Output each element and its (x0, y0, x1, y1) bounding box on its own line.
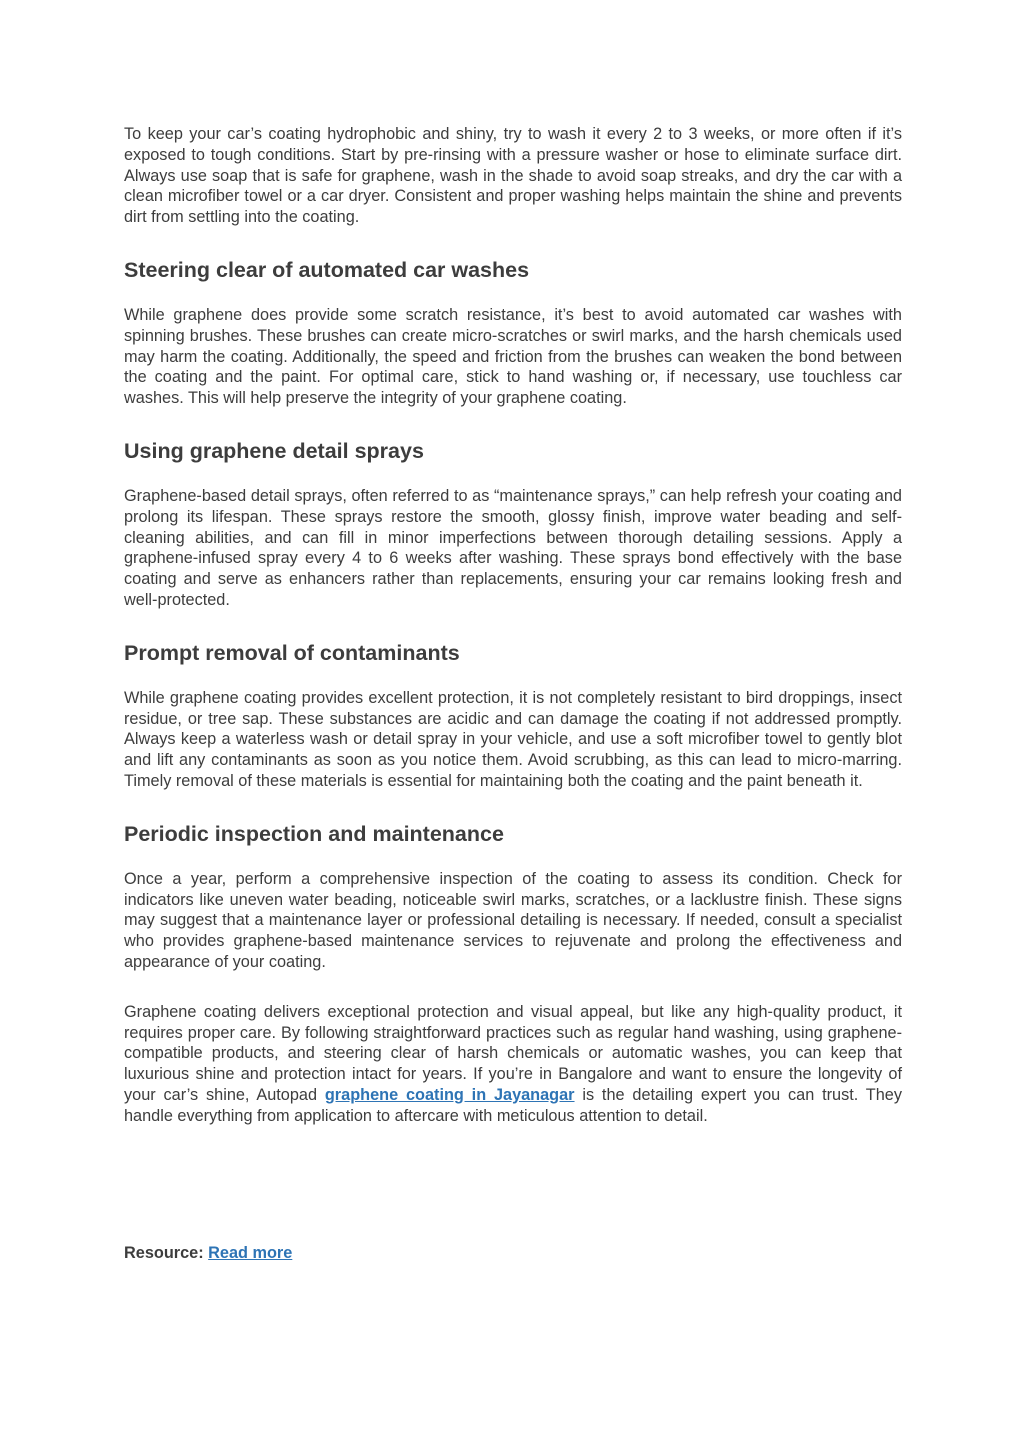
section-heading: Periodic inspection and maintenance (124, 821, 504, 846)
conclusion-text-after: is the detailing expert you can trust. They handle everything from application to aftercare with meticulous attention to detail. (124, 1085, 902, 1125)
resource-line (124, 1243, 292, 1264)
section-paragraph: Once a year, perform a comprehensive inspection of the coating to assess its condition. Check for indicators like uneven water beading, noticeable swirl marks, scratches, or a lacklustre finish. These signs may suggest that a maintenance layer or professional detailing is necessary. If needed, consult a specialist who provides graphene-based maintenance services to rejuvenate and prolong the effectiveness and appearance of your coating. (124, 869, 902, 971)
section-heading: Using graphene detail sprays (124, 438, 424, 463)
conclusion-paragraph (124, 1002, 902, 1127)
section-heading: Steering clear of automated car washes (124, 257, 530, 282)
resource-label: Resource: (124, 1244, 209, 1262)
read-more-link[interactable]: Read more (208, 1244, 293, 1262)
section-paragraph: While graphene does provide some scratch resistance, it’s best to avoid automated car washes with spinning brushes. These brushes can create micro-scratches or swirl marks, and the harsh chemicals used may harm the coating. Additionally, the speed and friction from the brushes can weaken the bond between the coating and the paint. For optimal care, stick to hand washing or, if necessary, use touchless car washes. This will help preserve the integrity of your graphene coating. (124, 305, 902, 408)
conclusion-text-before: Graphene coating delivers exceptional protection and visual appeal, but like any high-quality product, it requires proper care. By following straightforward practices such as regular hand washing, using graphene-compatible products, and steering clear of harsh chemicals or automatic washes, you can keep that luxurious shine and protection intact for years. If you’re in Bangalore and want to ensure the longevity of your car’s shine, Autopad (124, 1002, 902, 1104)
section-paragraph: Graphene-based detail sprays, often referred to as “maintenance sprays,” can help refresh your coating and prolong its lifespan. These sprays restore the smooth, glossy finish, improve water beading and self-cleaning abilities, and can fill in minor imperfections between thorough detailing sessions. Apply a graphene-infused spray every 4 to 6 weeks after washing. These sprays bond effectively with the base coating and serve as enhancers rather than replacements, ensuring your car remains looking fresh and well-protected. (124, 486, 902, 609)
intro-paragraph: To keep your car’s coating hydrophobic and shiny, try to wash it every 2 to 3 weeks, or more often if it’s exposed to tough conditions. Start by pre-rinsing with a pressure washer or hose to eliminate surface dirt. Always use soap that is safe for graphene, wash in the shade to avoid soap streaks, and dry the car with a clean microfiber towel or a car dryer. Consistent and proper washing helps maintain the shine and prevents dirt from settling into the coating. (124, 125, 902, 227)
document-body (124, 124, 902, 1127)
section-paragraph: While graphene coating provides excellent protection, it is not completely resistant to bird droppings, insect residue, or tree sap. These substances are acidic and can damage the coating if not addressed promptly. Always keep a waterless wash or detail spray in your vehicle, and use a soft microfiber towel to gently blot and lift any contaminants as soon as you notice them. Avoid scrubbing, as this can lead to micro-marring. Timely removal of these materials is essential for maintaining both the coating and the paint beneath it. (124, 688, 902, 790)
graphene-coating-link[interactable]: graphene coating in Jayanagar (324, 1085, 575, 1104)
section-heading: Prompt removal of contaminants (124, 640, 460, 665)
